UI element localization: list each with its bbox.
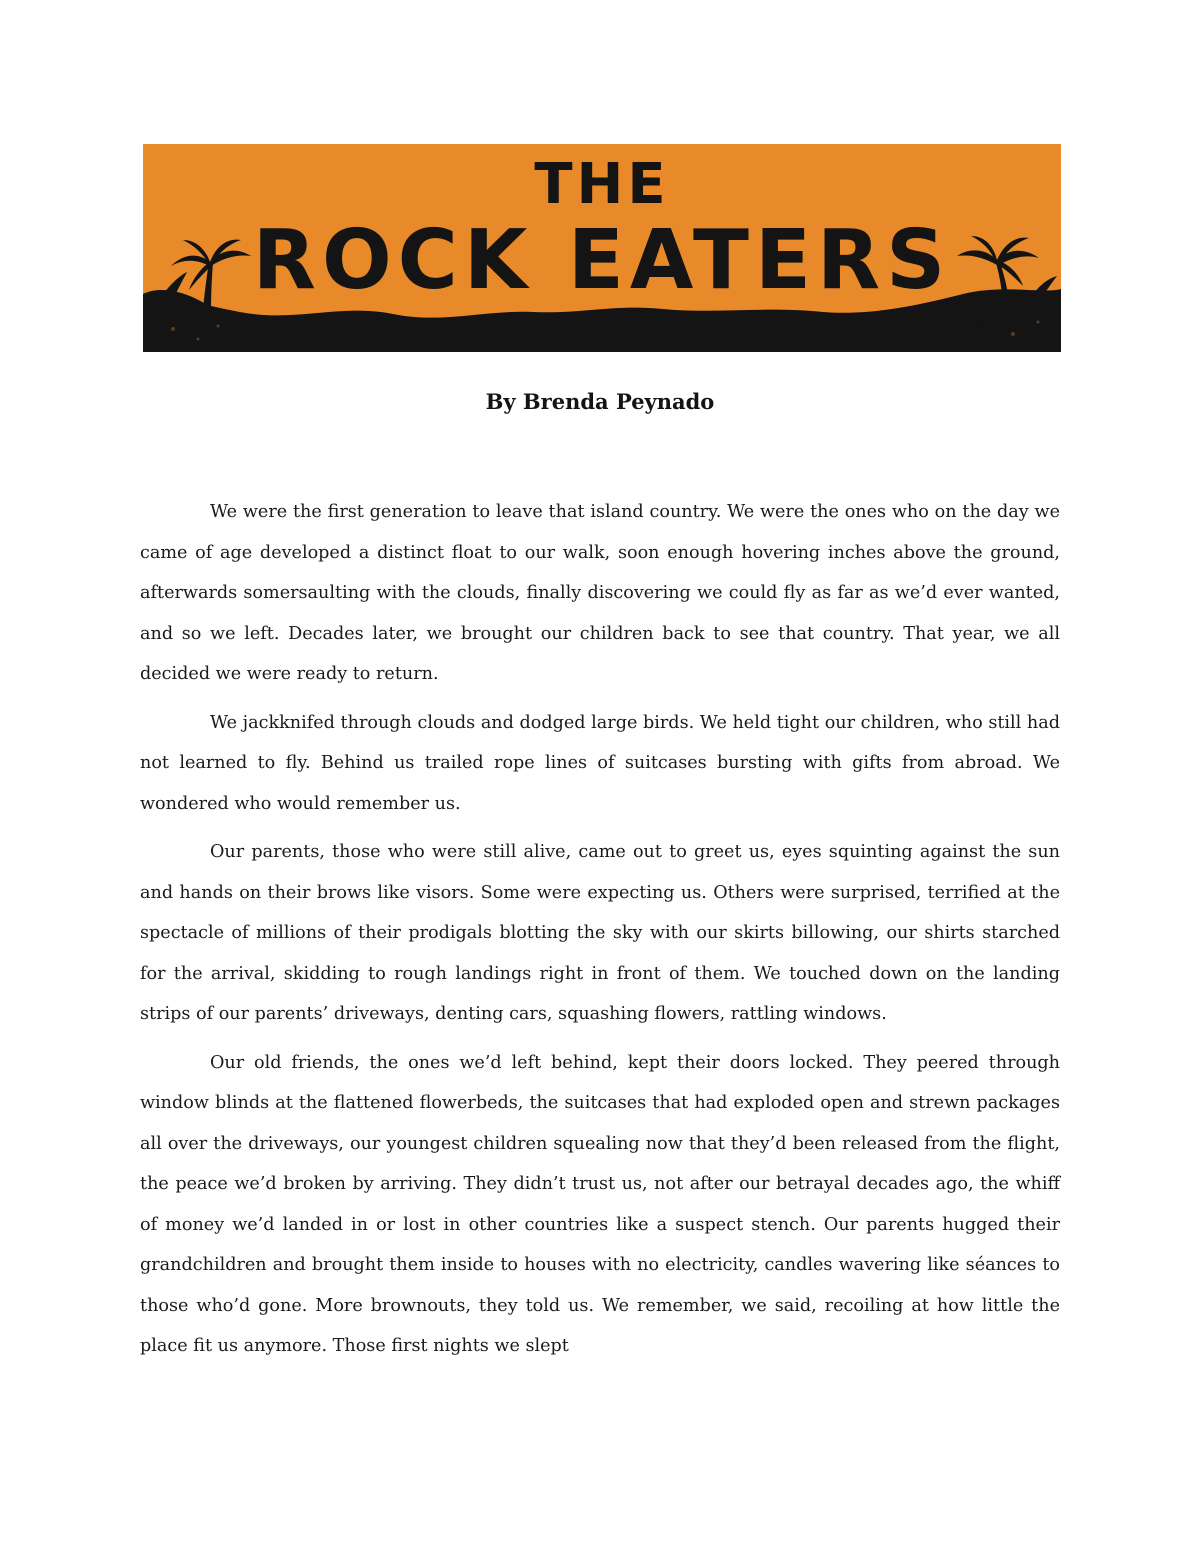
author-byline: By Brenda Peynado <box>485 389 715 414</box>
story-paragraph: Our old friends, the ones we’d left behind, kept their doors locked. They peered through window blinds at the flattened flowerbeds, the suitcases that had exploded open and strewn packages all over the driveways, our youngest children squealing now that they’d been released from the flight, the peace we’d broken by arriving. They didn’t trust us, not after our betrayal decades ago, the whiff of money we’d landed in or lost in other countries like a suspect stench. Our parents hugged their grandchildren and brought them inside to houses with no electricity, candles wavering like séances to those who’d gone. More brownouts, they told us. We remember, we said, recoiling at how little the place fit us anymore. Those first nights we slept <box>140 1052 1060 1356</box>
story-paragraph: We jackknifed through clouds and dodged large birds. We held tight our children, who still had not learned to fly. Behind us trailed rope lines of suitcases bursting with gifts from abroad. We wondered who would remember us. <box>140 712 1060 814</box>
story-body <box>140 492 1060 1375</box>
story-paragraph: We were the first generation to leave that island country. We were the ones who on the day we came of age developed a distinct float to our walk, soon enough hovering inches above the ground, afterwards somersaulting with the clouds, finally discovering we could fly as far as we’d ever wanted, and so we left. Decades later, we brought our children back to see that country. That year, we all decided we were ready to return. <box>140 502 1060 684</box>
title-banner <box>143 144 1061 352</box>
banner-title-rock-eaters: ROCK EATERS <box>252 213 952 308</box>
story-paragraph: Our parents, those who were still alive, came out to greet us, eyes squinting against the sun and hands on their brows like visors. Some were expecting us. Others were surprised, terrified at the spectacle of millions of their prodigals blotting the sky with our skirts billowing, our shirts starched for the arrival, skidding to rough landings right in front of them. We touched down on the landing strips of our parents’ driveways, denting cars, squashing flowers, rattling windows. <box>140 842 1060 1024</box>
banner-title-the: THE <box>534 152 670 217</box>
